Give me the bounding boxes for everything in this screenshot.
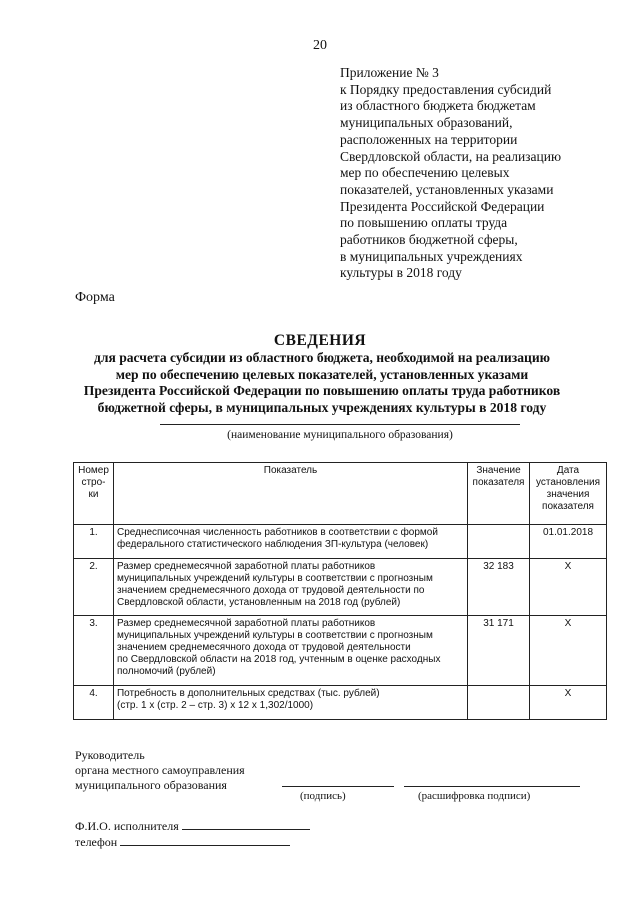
header-text: показателя: [472, 477, 525, 488]
row-number: 1.: [74, 525, 114, 559]
indicator-line: федерального статистического наблюдения ЗП-культура (человек): [116, 539, 429, 550]
indicator-line: по Свердловской области на 2018 год, учтенным в оценке расходных: [116, 654, 441, 665]
table-row: [74, 616, 607, 686]
executor-fio-label: Ф.И.О. исполнителя: [75, 819, 179, 833]
table-header-row: [74, 463, 607, 525]
executor-row: [75, 818, 310, 834]
appendix-line: показателей, установленных указами: [340, 181, 554, 197]
appendix-line: мер по обеспечению целевых: [340, 165, 510, 181]
appendix-line: Приложение № 3: [340, 65, 439, 80]
signature-fill-line: [282, 786, 394, 787]
row-indicator: [113, 616, 467, 686]
indicator-line: муниципальных учреждений культуры в соответствии с прогнозным: [116, 630, 433, 641]
header-text: ки: [88, 489, 99, 500]
header-indicator: [113, 463, 467, 525]
signature-decoding-fill-line: [404, 786, 580, 787]
signature-line-text: муниципального образования: [75, 778, 227, 792]
signature-line-text: органа местного самоуправления: [75, 763, 245, 777]
indicator-line: (стр. 1 x (стр. 2 – стр. 3) x 12 x 1,302/1000): [116, 700, 314, 711]
header-text: значения: [546, 489, 590, 500]
row-date: X: [530, 559, 607, 616]
appendix-line: в муниципальных учреждениях: [340, 248, 523, 264]
indicator-line: значением среднемесячного дохода от трудовой деятельности: [116, 642, 411, 653]
row-value: 32 183: [468, 559, 530, 616]
signature-decoding-caption: (расшифровка подписи): [418, 790, 531, 802]
subtitle-line: бюджетной сферы, в муниципальных учреждениях культуры в 2018 году: [97, 399, 547, 415]
header-date: [530, 463, 607, 525]
indicator-line: муниципальных учреждений культуры в соответствии с прогнозным: [116, 573, 433, 584]
header-text: Значение: [476, 465, 521, 476]
header-text: Номер: [78, 465, 109, 476]
phone-row: [75, 834, 310, 850]
executor-phone-label: телефон: [75, 835, 118, 849]
header-text: Дата: [556, 465, 580, 476]
row-indicator: [113, 525, 467, 559]
subtitle-line: Президента Российской Федерации по повышению оплаты труда работников: [83, 383, 561, 398]
indicator-line: Размер среднемесячной заработной платы работников: [116, 618, 376, 629]
table-row: [74, 686, 607, 720]
indicator-line: Потребность в дополнительных средствах (тыс. рублей): [116, 688, 380, 699]
appendix-line: Свердловской области, на реализацию: [340, 148, 562, 164]
indicator-line: полномочий (рублей): [116, 666, 216, 677]
header-text: установления: [535, 477, 600, 488]
appendix-line: по повышению оплаты труда: [340, 215, 508, 231]
subtitle-line: мер по обеспечению целевых показателей, установленных указами: [115, 366, 529, 382]
appendix-line: из областного бюджета бюджетам: [340, 98, 536, 114]
signature-caption: (подпись): [300, 790, 346, 802]
table-row: [74, 525, 607, 559]
document-title: СВЕДЕНИЯ: [273, 332, 367, 349]
form-label: Форма: [75, 290, 115, 305]
row-date: X: [530, 686, 607, 720]
executor-block: [75, 818, 310, 850]
header-text: показателя: [542, 501, 594, 512]
municipality-caption: (наименование муниципального образования): [227, 429, 453, 441]
appendix-note: [340, 65, 610, 282]
indicator-line: значением среднемесячного дохода от трудовой деятельности по: [116, 585, 425, 596]
table-row: [74, 559, 607, 616]
row-number: 3.: [74, 616, 114, 686]
executor-phone-fill-line: [120, 834, 290, 846]
header-row-number: [74, 463, 114, 525]
row-date: 01.01.2018: [530, 525, 607, 559]
row-number: 4.: [74, 686, 114, 720]
row-value: [468, 525, 530, 559]
page-number: 20: [313, 38, 327, 53]
header-value: [468, 463, 530, 525]
appendix-line: Президента Российской Федерации: [340, 198, 545, 214]
row-number: 2.: [74, 559, 114, 616]
appendix-line: муниципальных образований,: [340, 115, 513, 131]
row-value: 31 171: [468, 616, 530, 686]
municipality-fill-line: [160, 424, 520, 425]
subtitle-line: для расчета субсидии из областного бюджета, необходимой на реализацию: [93, 350, 551, 365]
indicators-table: [73, 462, 607, 720]
appendix-line: работников бюджетной сферы,: [340, 232, 518, 248]
row-indicator: [113, 559, 467, 616]
document-subtitle: [52, 350, 592, 416]
row-indicator: [113, 686, 467, 720]
appendix-line: культуры в 2018 году: [340, 265, 462, 281]
appendix-line: к Порядку предоставления субсидий: [340, 81, 552, 97]
signature-block: [75, 748, 245, 793]
indicator-line: Свердловской области, установленным на 2018 год (рублей): [116, 597, 401, 608]
row-value: [468, 686, 530, 720]
row-date: X: [530, 616, 607, 686]
indicator-line: Среднесписочная численность работников в соответствии с формой: [116, 527, 438, 538]
header-text: стро-: [81, 477, 106, 488]
indicator-line: Размер среднемесячной заработной платы работников: [116, 561, 376, 572]
appendix-line: расположенных на территории: [340, 131, 518, 147]
executor-fio-fill-line: [182, 818, 310, 830]
header-text: Показатель: [263, 465, 318, 476]
signature-line-text: Руководитель: [75, 748, 145, 762]
